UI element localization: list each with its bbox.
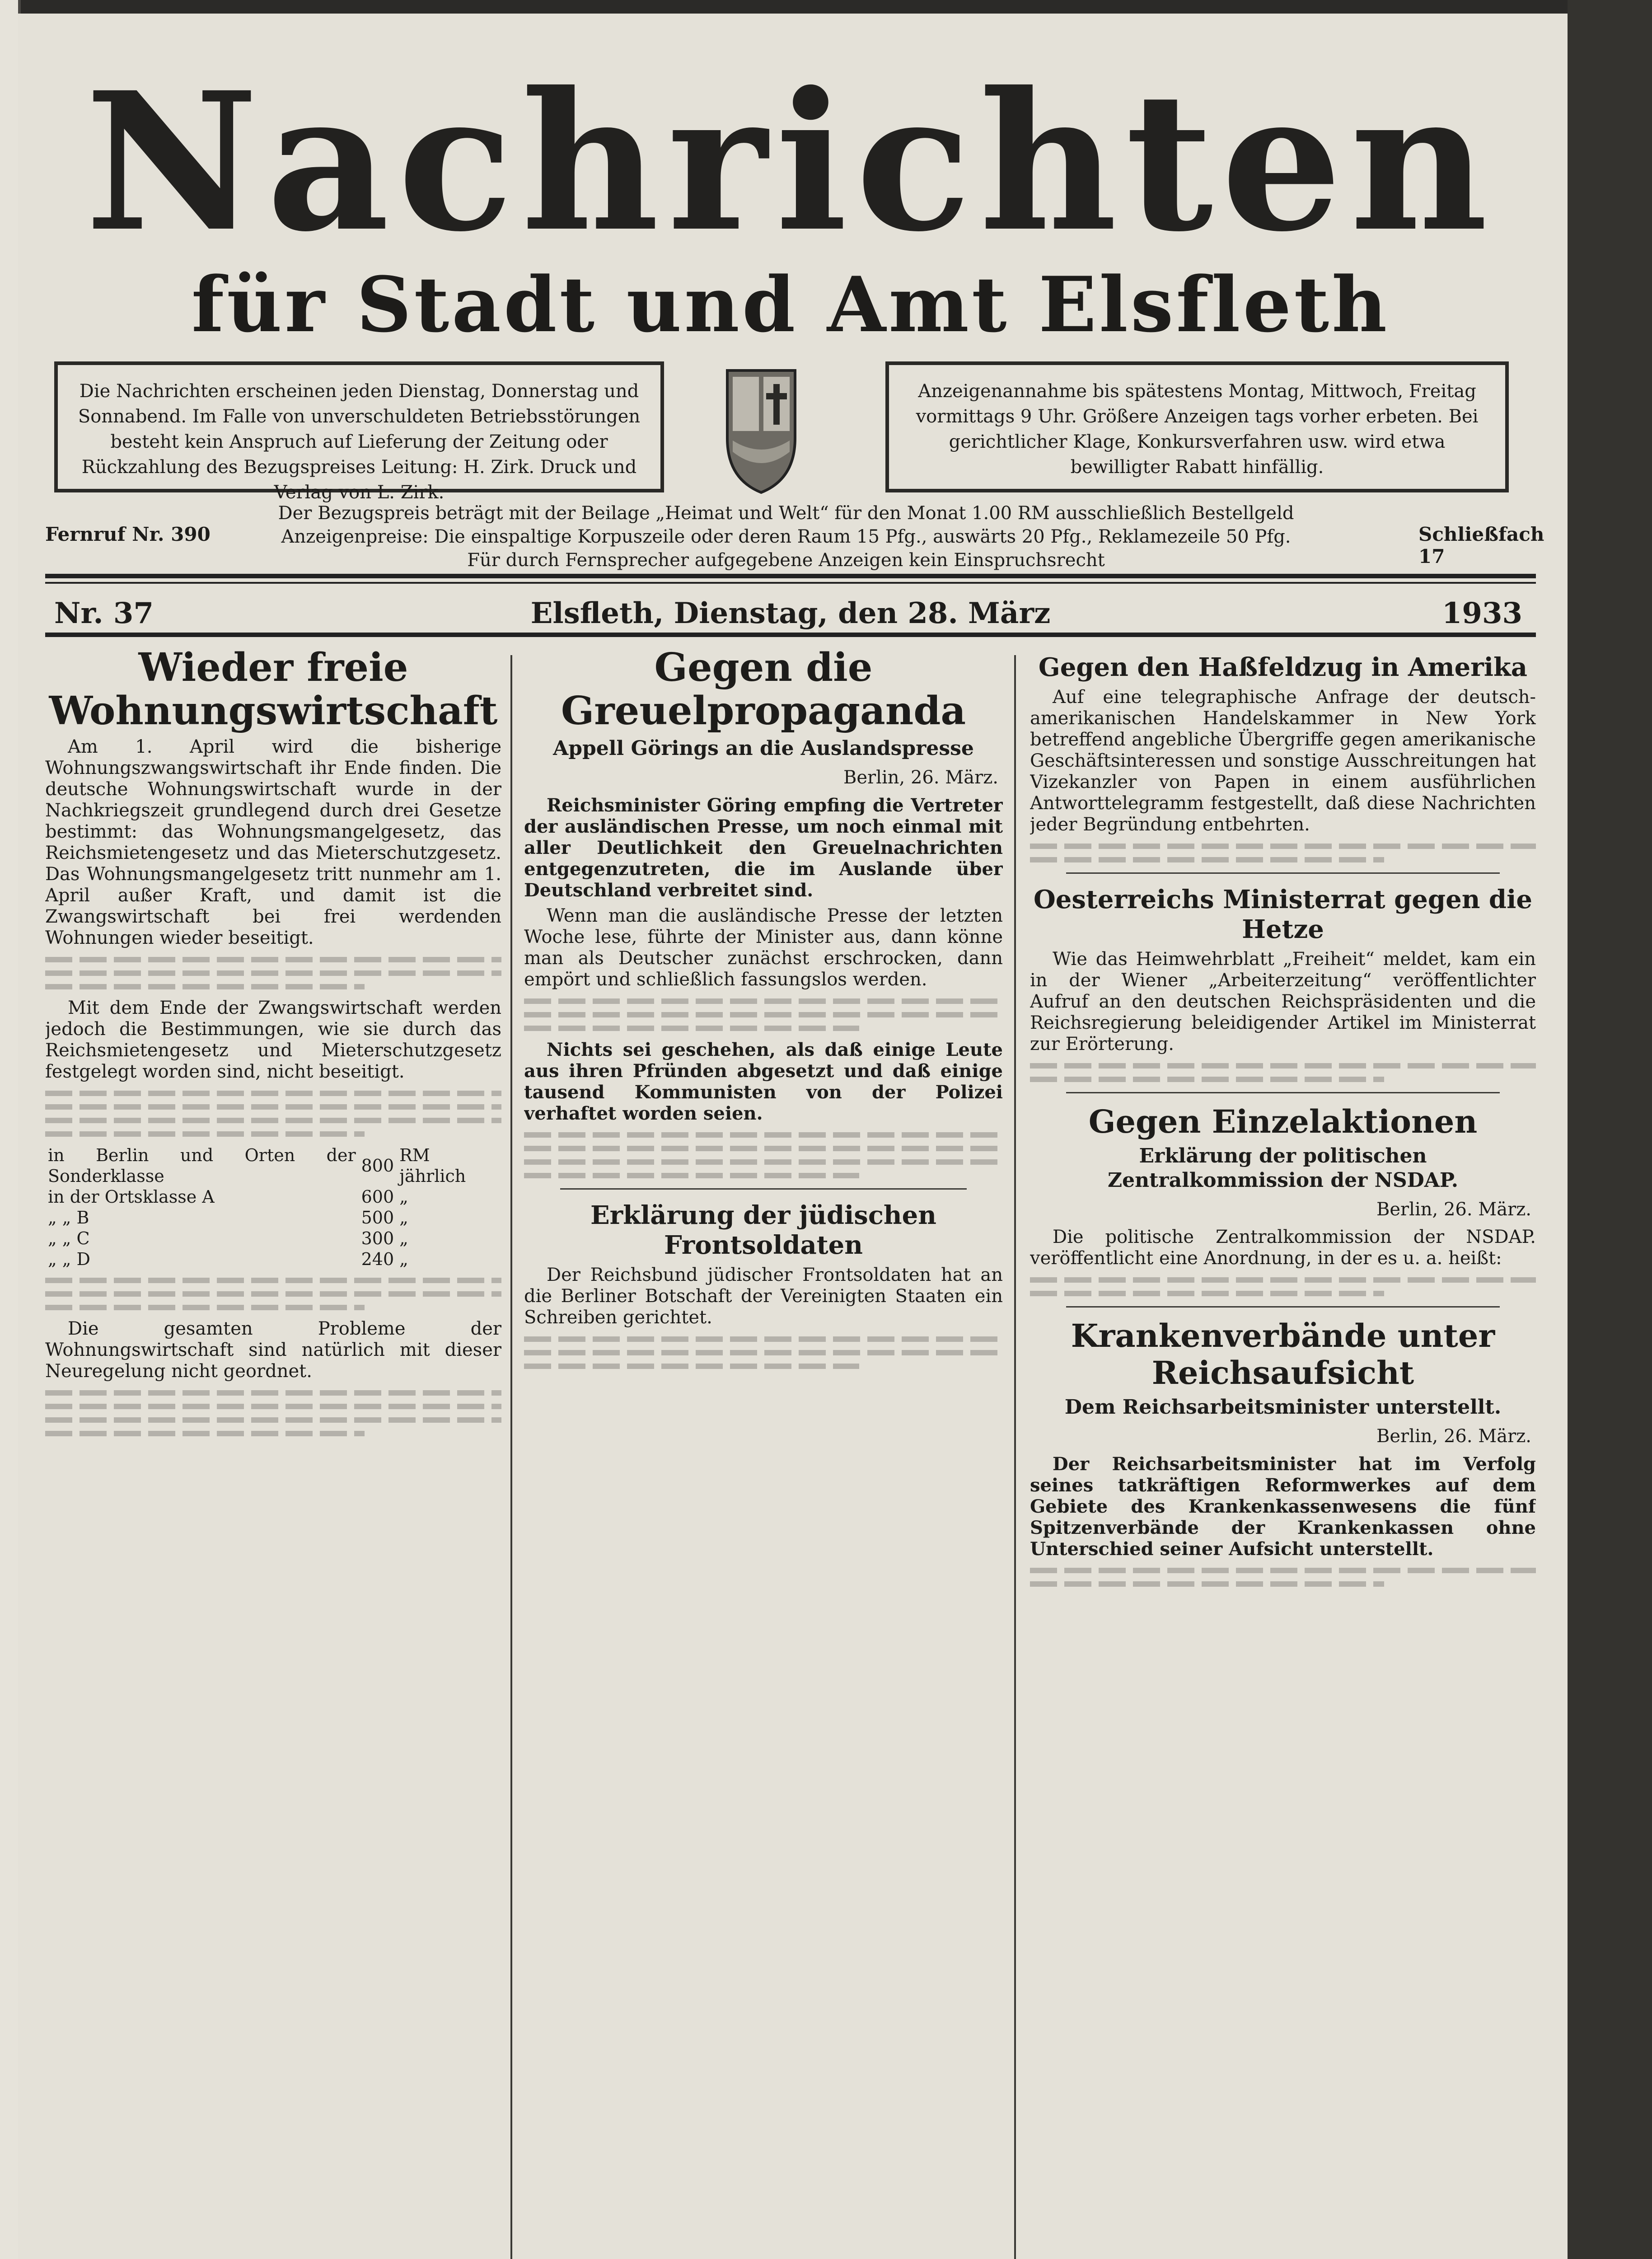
divider xyxy=(45,574,1536,578)
table-row xyxy=(45,1145,501,1186)
article-headline: Wieder freie Wohnungswirtschaft xyxy=(49,645,498,734)
coat-of-arms-icon xyxy=(723,361,800,497)
illegible-text xyxy=(45,957,501,962)
illegible-text xyxy=(524,1364,859,1369)
column-rule xyxy=(510,655,512,2259)
article-headline: Krankenverbände unter Reichsaufsicht xyxy=(1071,1317,1495,1392)
article-lead: Reichsminister Göring empfing die Vertreter der ausländischen Presse, um noch einmal mit aller Deutlichkeit den Greuelnachrichten entgegenzutreten, die im Auslande über Deutschland verbreitet sind. xyxy=(524,795,1003,901)
divider xyxy=(45,633,1536,637)
illegible-text xyxy=(1030,1077,1384,1082)
divider xyxy=(1066,1306,1500,1308)
illegible-text xyxy=(524,1026,859,1031)
table-cell: 300 xyxy=(361,1228,394,1248)
illegible-text xyxy=(524,1146,1003,1151)
column-housing xyxy=(45,642,501,2259)
table-row xyxy=(45,1228,501,1249)
illegible-text xyxy=(45,1278,501,1283)
article-headline: Gegen den Haßfeldzug in Amerika xyxy=(1038,652,1528,682)
table-cell: in Berlin und Orten der Sonderklasse xyxy=(48,1145,356,1186)
divider xyxy=(45,582,1536,584)
rent-limit-table xyxy=(45,1145,501,1270)
pricing-info xyxy=(199,501,1373,572)
table-cell: „ „ D xyxy=(48,1249,90,1269)
table-cell: „ xyxy=(399,1187,408,1207)
illegible-text xyxy=(1030,1063,1536,1069)
article-subheadline: Appell Görings an die Auslandspresse xyxy=(553,737,974,760)
table-cell: „ „ C xyxy=(48,1228,90,1248)
article-lead: Nichts sei geschehen, als daß einige Leute aus ihren Pfründen abgesetzt und daß einige tausend Kommunisten von der Polizei verhaftet worden seien. xyxy=(524,1039,1003,1124)
article-paragraph: Die politische Zentralkommission der NSDAP. veröffentlicht eine Anordnung, in der es u. a. heißt: xyxy=(1030,1227,1536,1269)
article-lead: Der Reichsarbeitsminister hat im Verfolg seines tatkräftigen Reformwerkes auf dem Gebiete des Krankenkassenwesens die fünf Spitzenverbände der Krankenkassen ohne Unterschied seiner Aufsicht unterstellt. xyxy=(1030,1453,1536,1560)
table-cell: RM jährlich xyxy=(399,1145,466,1186)
illegible-text xyxy=(524,1012,1003,1017)
table-cell: „ „ B xyxy=(48,1208,89,1228)
issue-dateline: Elsfleth, Dienstag, den 28. März xyxy=(530,596,1051,630)
illegible-text xyxy=(45,1104,501,1110)
masthead-title: Nachrichten xyxy=(85,51,1496,274)
illegible-text xyxy=(524,1336,1003,1342)
publication-info-box: Die Nachrichten erscheinen jeden Dienstag, Donnerstag und Sonnabend. Im Falle von unverschuldeten Betriebsstörungen besteht kein Anspruch auf Lieferung der Zeitung oder Rückzahlung des Bezugspreises Leitung: H. Zirk. Druck und Verlag von L. Zirk. xyxy=(54,361,664,492)
article-dateline: Berlin, 26. März. xyxy=(843,767,998,788)
table-row xyxy=(45,1207,501,1228)
illegible-text xyxy=(45,984,365,989)
column-news xyxy=(1030,642,1536,2259)
article-paragraph: Die gesamten Probleme der Wohnungswirtschaft sind natürlich mit dieser Neuregelung nicht geordnet. xyxy=(45,1318,501,1382)
illegible-text xyxy=(1030,1291,1384,1296)
table-cell: 240 xyxy=(361,1249,394,1269)
illegible-text xyxy=(45,1131,365,1137)
article-headline: Gegen die Greuelpropaganda xyxy=(561,645,966,734)
advertising-info-box: Anzeigenannahme bis spätestens Montag, Mittwoch, Freitag vormittags 9 Uhr. Größere Anzeigen tags vorher erbeten. Bei gerichtlicher Klage, Konkursverfahren usw. wird etwa bewilligter Rabatt hinfällig. xyxy=(885,361,1509,492)
illegible-text xyxy=(45,970,501,976)
issue-year: 1933 xyxy=(1441,596,1522,630)
article-headline: Gegen Einzelaktionen xyxy=(1088,1103,1478,1140)
divider xyxy=(560,1188,967,1190)
table-cell: „ xyxy=(399,1208,408,1228)
column-rule xyxy=(1014,655,1016,2259)
article-paragraph: Mit dem Ende der Zwangswirtschaft werden jedoch die Bestimmungen, wie sie durch das Reichsmietengesetz und Mieterschutzgesetz festgelegt worden sind, nicht beseitigt. xyxy=(45,998,501,1082)
illegible-text xyxy=(45,1118,501,1123)
article-dateline: Berlin, 26. März. xyxy=(1376,1199,1531,1220)
table-cell: „ xyxy=(399,1249,408,1269)
divider xyxy=(1066,1092,1500,1093)
table-cell: 800 xyxy=(361,1156,394,1176)
table-cell: „ xyxy=(399,1228,408,1248)
illegible-text xyxy=(45,1417,501,1423)
section-headline: Erklärung der jüdischen Frontsoldaten xyxy=(590,1200,936,1260)
illegible-text xyxy=(524,1159,1003,1165)
po-box: Schließfach 17 xyxy=(1418,523,1544,567)
phone-number: Fernruf Nr. 390 xyxy=(45,523,211,545)
article-paragraph: Auf eine telegraphische Anfrage der deutsch-amerikanischen Handelskammer in New York betreffend angebliche Übergriffe gegen amerikanische Geschäftsinteressen und sonstige Ausschreitungen hat Vizekanzler von Papen in einem ausführlichen Antworttelegramm festgestellt, daß diese Nachrichten jeder Begründung entbehrten. xyxy=(1030,687,1536,835)
article-subheadline: Dem Reichsarbeitsminister unterstellt. xyxy=(1064,1396,1502,1419)
table-row xyxy=(45,1186,501,1207)
article-paragraph: Wenn man die ausländische Presse der letzten Woche lese, führte der Minister aus, dann könne man als Deutscher zunächst erschrocken, dann empört und schließlich fassungslos werden. xyxy=(524,905,1003,990)
table-cell: 500 xyxy=(361,1208,394,1228)
info-line: Für durch Fernsprecher aufgegebene Anzeigen kein Einspruchsrecht xyxy=(467,550,1105,571)
masthead-subtitle: für Stadt und Amt Elsfleth xyxy=(191,260,1390,349)
illegible-text xyxy=(524,1132,1003,1138)
illegible-text xyxy=(45,1390,501,1396)
divider xyxy=(1066,872,1500,874)
illegible-text xyxy=(1030,844,1536,849)
table-row xyxy=(45,1249,501,1270)
illegible-text xyxy=(1030,1568,1536,1573)
illegible-text xyxy=(45,1404,501,1409)
table-cell: 600 xyxy=(361,1187,394,1207)
illegible-text xyxy=(1030,857,1384,862)
newspaper-page xyxy=(18,14,1568,2259)
table-cell: in der Ortsklasse A xyxy=(48,1187,215,1207)
info-line: Anzeigenpreise: Die einspaltige Korpuszeile oder deren Raum 15 Pfg., auswärts 20 Pfg., Reklamezeile 50 Pfg. xyxy=(281,526,1291,547)
illegible-text xyxy=(524,1173,859,1178)
illegible-text xyxy=(1030,1277,1536,1283)
issue-bar xyxy=(45,592,1536,633)
column-propaganda xyxy=(524,642,1003,2259)
article-subheadline: Erklärung der politischen Zentralkommission der NSDAP. xyxy=(1107,1144,1459,1192)
illegible-text xyxy=(1030,1581,1384,1587)
illegible-text xyxy=(45,1091,501,1096)
illegible-text xyxy=(524,1350,1003,1355)
article-paragraph: Wie das Heimwehrblatt „Freiheit“ meldet, kam ein in der Wiener „Arbeiterzeitung“ veröffentlichter Aufruf an den deutschen Reichspräsidenten und die Reichsregierung beleidigender Artikel im Ministerrat zur Erörterung. xyxy=(1030,949,1536,1055)
illegible-text xyxy=(45,1305,365,1310)
illegible-text xyxy=(45,1431,365,1436)
article-dateline: Berlin, 26. März. xyxy=(1376,1426,1531,1447)
article-paragraph: Der Reichsbund jüdischer Frontsoldaten hat an die Berliner Botschaft der Vereinigten Staaten ein Schreiben gerichtet. xyxy=(524,1265,1003,1328)
issue-number: Nr. 37 xyxy=(54,596,154,630)
illegible-text xyxy=(45,1291,501,1297)
scan-background xyxy=(1568,0,1652,2259)
article-paragraph: Am 1. April wird die bisherige Wohnungszwangswirtschaft ihr Ende finden. Die deutsche Wohnungswirtschaft wurde in der Nachkriegszeit grundlegend durch drei Gesetze bestimmt: das Wohnungsmangelgesetz, das Reichsmietengesetz und das Mieterschutzgesetz. Das Wohnungsmangelgesetz tritt nunmehr am 1. April außer Kraft, und damit ist die Zwangswirtschaft bei frei werdenden Wohnungen wieder beseitigt. xyxy=(45,736,501,948)
info-line: Der Bezugspreis beträgt mit der Beilage „Heimat und Welt“ für den Monat 1.00 RM ausschließlich Bestellgeld xyxy=(278,503,1294,524)
illegible-text xyxy=(524,998,1003,1004)
article-headline: Oesterreichs Ministerrat gegen die Hetze xyxy=(1034,885,1532,944)
